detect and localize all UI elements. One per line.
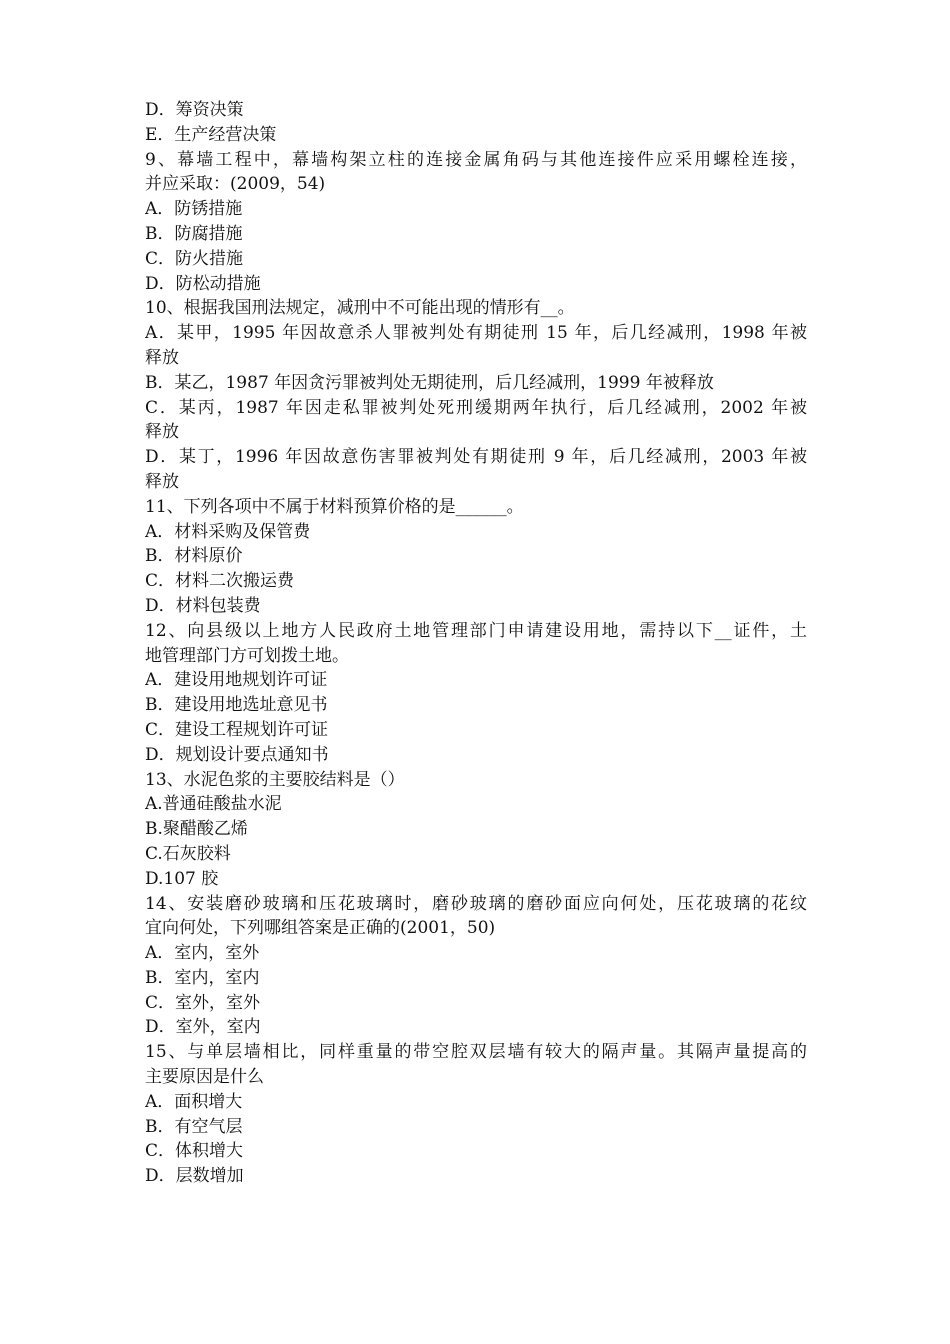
q14-option-c: C．室外，室外 bbox=[145, 992, 261, 1013]
q9-option-a: A．防锈措施 bbox=[145, 199, 243, 220]
question-9-line-2: 并应采取：(2009，54) bbox=[145, 174, 326, 195]
q14-option-d: D．室外，室内 bbox=[145, 1017, 261, 1038]
q12-option-b: B．建设用地选址意见书 bbox=[145, 695, 328, 716]
q13-option-c: C.石灰胶料 bbox=[145, 843, 231, 864]
q11-option-c: C．材料二次搬运费 bbox=[145, 571, 295, 592]
q13-option-d: D.107 胶 bbox=[145, 868, 219, 889]
q12-option-a: A．建设用地规划许可证 bbox=[145, 670, 328, 691]
q15-option-d: D．层数增加 bbox=[145, 1166, 244, 1187]
q11-option-d: D．材料包装费 bbox=[145, 595, 261, 616]
q14-option-a: A．室内，室外 bbox=[145, 943, 260, 964]
q13-option-a: A.普通硅酸盐水泥 bbox=[145, 794, 282, 815]
q10-option-c-line-1: C．某丙，1987 年因走私罪被判处死刑缓期两年执行，后几经减刑，2002 年被 bbox=[145, 397, 807, 418]
q10-option-c-line-2: 释放 bbox=[145, 422, 179, 443]
q12-option-d: D．规划设计要点通知书 bbox=[145, 744, 329, 765]
question-11: 11、下列各项中不属于材料预算价格的是______。 bbox=[145, 496, 524, 517]
q10-option-d-line-1: D．某丁，1996 年因故意伤害罪被判处有期徒刑 9 年，后几经减刑，2003 年被 bbox=[145, 447, 807, 468]
question-12-line-1: 12、向县级以上地方人民政府土地管理部门申请建设用地，需持以下__证件，土 bbox=[145, 620, 807, 641]
option-d-fundraising: D．筹资决策 bbox=[145, 100, 244, 120]
q11-option-a: A．材料采购及保管费 bbox=[145, 521, 311, 542]
question-15-line-2: 主要原因是什么 bbox=[145, 1067, 264, 1088]
q12-option-c: C．建设工程规划许可证 bbox=[145, 719, 329, 740]
q14-option-b: B．室内，室内 bbox=[145, 967, 260, 988]
q9-option-c: C．防火措施 bbox=[145, 248, 244, 269]
q10-option-a-line-2: 释放 bbox=[145, 347, 179, 368]
q15-option-c: C．体积增大 bbox=[145, 1141, 244, 1162]
question-15-line-1: 15、与单层墙相比，同样重量的带空腔双层墙有较大的隔声量。其隔声量提高的 bbox=[145, 1042, 807, 1063]
q10-option-d-line-2: 释放 bbox=[145, 471, 179, 492]
q9-option-d: D．防松动措施 bbox=[145, 273, 261, 294]
document-page bbox=[145, 98, 807, 1189]
question-14-line-2: 宜向何处，下列哪组答案是正确的(2001，50) bbox=[145, 918, 496, 939]
q10-option-b: B．某乙，1987 年因贪污罪被判处无期徒刑，后几经减刑，1999 年被释放 bbox=[145, 372, 714, 393]
question-14-line-1: 14、安装磨砂玻璃和压花玻璃时，磨砂玻璃的磨砂面应向何处，压花玻璃的花纹 bbox=[145, 893, 807, 914]
q11-option-b: B．材料原价 bbox=[145, 546, 243, 567]
q15-option-b: B．有空气层 bbox=[145, 1116, 243, 1137]
q10-option-a-line-1: A．某甲，1995 年因故意杀人罪被判处有期徒刑 15 年，后几经减刑，1998 年被 bbox=[145, 323, 807, 344]
q15-option-a: A．面积增大 bbox=[145, 1091, 243, 1112]
question-10: 10、根据我国刑法规定，减刑中不可能出现的情形有__。 bbox=[145, 298, 575, 319]
q13-option-b: B.聚醋酸乙烯 bbox=[145, 819, 248, 840]
question-9-line-1: 9、幕墙工程中，幕墙构架立柱的连接金属角码与其他连接件应采用螺栓连接， bbox=[145, 149, 807, 170]
option-e-operations: E．生产经营决策 bbox=[145, 124, 277, 145]
q9-option-b: B．防腐措施 bbox=[145, 223, 243, 244]
question-12-line-2: 地管理部门方可划拨土地。 bbox=[145, 645, 349, 666]
question-13: 13、水泥色浆的主要胶结料是（） bbox=[145, 769, 405, 790]
